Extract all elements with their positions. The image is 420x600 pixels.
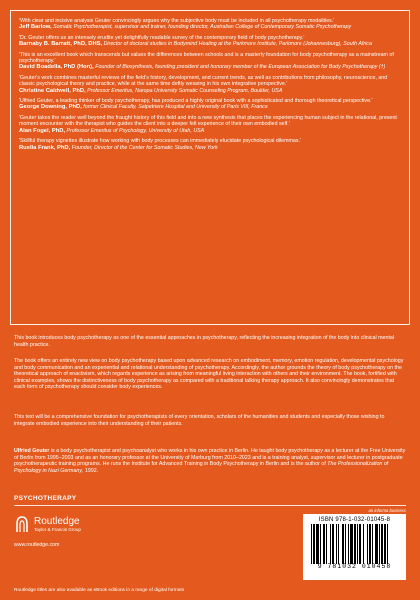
barcode-bar xyxy=(342,524,344,564)
barcode-bar xyxy=(372,524,373,564)
endorsement-attribution xyxy=(19,24,401,30)
endorsement-attribution xyxy=(19,88,401,94)
publisher-url[interactable]: www.routledge.com xyxy=(14,542,60,548)
endorsement xyxy=(19,75,401,94)
endorser-name: David Boadella, PhD (Hon), xyxy=(19,64,94,71)
endorsement xyxy=(19,115,401,134)
endorsement-text: 'With clear and incisive analysis Geuter convincingly argues why the subjective body must be included in all psychotherapy modalities.' xyxy=(19,18,335,24)
endorser-role: Founder of Biosynthesis, founding president and honorary member of the European Association for Body Psychotherapy (†) xyxy=(95,64,386,71)
barcode-bar xyxy=(369,524,371,564)
barcode-bar xyxy=(357,524,358,564)
barcode-bar xyxy=(323,524,325,564)
barcode-bar xyxy=(326,524,327,564)
barcode-bar xyxy=(336,524,337,564)
description-paragraph: This book introduces body psychotherapy as one of the essential approaches in psychotherapy, reflecting the increasing integration of the body into clinical mental health practice. xyxy=(14,335,395,348)
barcode-bars-icon xyxy=(309,524,401,564)
endorsement xyxy=(19,138,401,151)
barcode-bar xyxy=(348,524,349,564)
endorsement-attribution xyxy=(19,145,401,151)
barcode-bar xyxy=(381,524,383,564)
barcode-bar xyxy=(316,524,319,564)
endorser-role: Professor Emeritus, Naropa University Somatic Counseling Program, Boulder, USA xyxy=(87,87,283,94)
endorser-role: former Clinical Faculty, Salpetriere Hospital and University of Paris VIII, France xyxy=(83,104,268,111)
barcode-bar xyxy=(367,524,368,564)
barcode-bar xyxy=(375,524,378,564)
isbn-label: ISBN 978-1-032-01045-8 xyxy=(318,517,391,523)
description-paragraph: This text will be a comprehensive foundation for psychotherapists of every orientation, scholars of the humanities and students and especially those wishing to integrate embodied experience into their understanding of their patients. xyxy=(14,414,385,427)
endorsement-text: 'Skillful therapy vignettes illustrate how working with body processes can immediately elucidate psychological dilemmas.' xyxy=(19,138,302,145)
endorser-name: Ruella Frank, PhD, xyxy=(19,144,71,151)
divider xyxy=(14,505,406,506)
endorsement-attribution xyxy=(19,128,401,134)
endorser-role: Professor Emeritus of Psychology, University of Utah, USA xyxy=(66,127,205,134)
ebook-note: Routledge titles are also available as eBook editions in a range of digital formats xyxy=(14,588,185,593)
endorsement-text: 'Dr. Geuter offers us an intensely erudite yet delightfully readable survey of the contemporary field of body psychotherapy.' xyxy=(19,34,305,41)
endorser-role: Somatic Psychotherapist, supervisor and trainer, founding director, Australian College of Contemporary Somatic Psychotherapy xyxy=(53,24,352,31)
description-paragraph: The book offers an entirely new view on body psychotherapy based upon advanced research on embodiment, memory, emotion regulation, developmental psychology and body communication and an experiential and relational understanding of psychotherapy. Accordingly, the author grounds the theory of body psychotherapy on the theoretical approach of enactivism, which regards experience as arising from meaningful living interaction with others and their environment. The book, fortified with clinical examples, shows the distinctiveness of body psychotherapy as compared with a traditional talking therapy approach. It also convincingly demonstrates that each form of psychotherapy should consider body experiences. xyxy=(14,358,404,391)
barcode-bar xyxy=(363,524,364,564)
endorsement-text: 'This is an excellent book which transcends but values the differences between schools and is a masterly foundation for body psychotherapy as a mainstream of psychotherapy.' xyxy=(19,51,394,65)
endorsements-panel xyxy=(10,10,410,325)
routledge-logo-icon xyxy=(14,515,30,533)
barcode-digits: 9 781032 010458 xyxy=(317,563,392,570)
endorsement-text: 'Geuter's work combines masterful reviews of the field's history, development, and current trends, as well as contributions from philosophy, neuroscience, and classic psychological theory and practice, while at the same time deftly weaving in his own integrative perspective.' xyxy=(19,74,388,88)
publisher-subtitle: Taylor & Francis Group xyxy=(34,526,81,532)
endorsement xyxy=(19,35,401,48)
endorsement-text: 'Ulfried Geuter, a leading thinker of body psychotherapy, has produced a highly original book with a sophisticated and thorough theoretical perspective.' xyxy=(19,98,373,105)
barcode-bar xyxy=(379,524,380,564)
barcode-bar xyxy=(330,524,331,564)
endorsement-text: 'Geuter takes the reader well beyond the fraught history of this field and into a new synthesis that places the experiencing human subject in the relational, present moment encounter with the therapist who guides the client into a deeper felt experience of their own embodied self.' xyxy=(19,114,397,128)
author-bio-text: is a body psychotherapist and psychoanalyst who works in his own practice in Berlin. He taught body psychotherapy as a lecturer at the Free University of Berlin from 1995–2003 and as an honorary professor at the University of Marburg from 2010–2023 and is a training analyst, supervisor and lecturer in postgraduate psychotherapeutic training programs. He runs the Institute for Advanced Training in Body Psychotherapy in Berlin and is the author of xyxy=(14,448,406,468)
endorser-name: Jeff Barlow, xyxy=(19,24,52,31)
barcode-bar xyxy=(332,524,334,564)
publisher-name: Routledge xyxy=(34,515,80,527)
publisher-text xyxy=(34,517,81,532)
endorsement-attribution xyxy=(19,41,401,47)
endorser-role: Director of doctoral studies in Bodymind Healing at the Parkmore Institute, Parkmore (Johannesburg), South Africa xyxy=(103,41,372,48)
barcode-bar xyxy=(338,524,339,564)
barcode-bar xyxy=(311,524,312,564)
barcode-bar xyxy=(350,524,353,564)
endorser-name: Alan Fogel, PhD, xyxy=(19,127,66,134)
barcode-bar xyxy=(384,524,386,564)
barcode-bar xyxy=(387,524,388,564)
barcode-bar xyxy=(320,524,321,564)
endorser-name: Christine Caldwell, PhD, xyxy=(19,87,86,94)
endorser-name: George Downing, PhD, xyxy=(19,104,82,111)
endorser-name: Barnaby B. Barratt, PhD, DHS, xyxy=(19,41,103,48)
endorser-role: Founder, Director of the Center for Somatic Studies, New York xyxy=(71,144,218,151)
barcode xyxy=(303,514,406,580)
brand-tag: an informa business xyxy=(368,508,406,513)
author-bio xyxy=(14,448,406,474)
series-label: PSYCHOTHERAPY xyxy=(14,495,77,502)
barcode-bar xyxy=(354,524,356,564)
barcode-bar xyxy=(313,524,315,564)
endorsement-attribution xyxy=(19,104,401,110)
endorsement xyxy=(19,18,401,31)
endorsement xyxy=(19,52,401,71)
barcode-bar xyxy=(345,524,346,564)
barcode-bar xyxy=(359,524,361,564)
author-bio-text-end: , 1992. xyxy=(82,467,99,474)
author-book-title: The Professionalization of Psychology in Nazi Germany xyxy=(14,461,389,474)
publisher-block xyxy=(14,515,81,533)
endorsement xyxy=(19,98,401,111)
endorsement-attribution xyxy=(19,64,401,70)
author-name: Ulfried Geuter xyxy=(14,448,50,454)
